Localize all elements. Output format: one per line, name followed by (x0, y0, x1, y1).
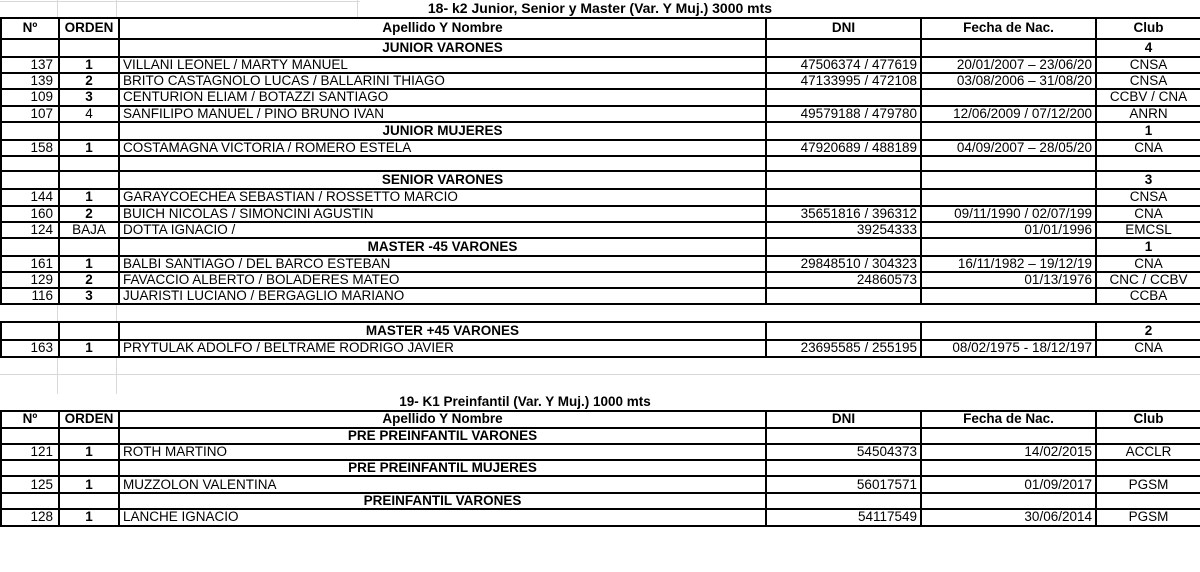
grid-gap (0, 358, 1200, 394)
cell-dni[interactable] (766, 39, 921, 57)
entry-row (1, 509, 1200, 526)
cell-club[interactable]: EMCSL (1096, 222, 1200, 238)
cell-fecha[interactable]: 14/02/2015 (921, 444, 1096, 461)
cell-fecha[interactable] (921, 460, 1096, 476)
col-header-name[interactable]: Apellido Y Nombre (119, 18, 766, 39)
cell-fecha[interactable]: 01/13/1976 (921, 272, 1096, 288)
cell-name[interactable]: SENIOR VARONES (119, 171, 766, 189)
cell-orden[interactable]: 2 (59, 73, 119, 89)
entry-row (1, 288, 1200, 304)
race-table-19 (0, 410, 1200, 527)
cell-fecha[interactable]: 30/06/2014 (921, 509, 1096, 526)
header-row (1, 411, 1200, 428)
cell-dni[interactable]: 29848510 / 304323 (766, 256, 921, 272)
section-row (1, 428, 1200, 444)
cell-num[interactable] (1, 428, 59, 444)
cell-dni[interactable] (766, 89, 921, 105)
cell-fecha[interactable] (921, 89, 1096, 105)
gridline (116, 0, 117, 17)
table1-title: 18- k2 Junior, Senior y Master (Var. Y Muj.) 3000 mts (427, 0, 773, 16)
cell-num[interactable]: 161 (1, 256, 59, 272)
cell-fecha[interactable] (921, 122, 1096, 140)
col-header-dni[interactable]: DNI (766, 411, 921, 428)
cell-orden[interactable]: 3 (59, 288, 119, 304)
race-table-18-segment-2 (0, 321, 1200, 357)
cell-dni[interactable] (766, 171, 921, 189)
cell-name[interactable]: PRE PREINFANTIL MUJERES (119, 460, 766, 476)
cell-club[interactable]: 4 (1096, 39, 1200, 57)
cell-orden[interactable]: 1 (59, 444, 119, 461)
cell-dni[interactable]: 49579188 / 479780 (766, 106, 921, 122)
cell-fecha[interactable]: 20/01/2007 – 23/06/20 (921, 57, 1096, 73)
col-header-name[interactable]: Apellido Y Nombre (119, 411, 766, 428)
cell-num[interactable]: 160 (1, 206, 59, 222)
cell-club[interactable]: CNSA (1096, 189, 1200, 205)
cell-dni[interactable] (766, 288, 921, 304)
grid-gap (0, 305, 1200, 321)
cell-num[interactable] (1, 122, 59, 140)
cell-name[interactable]: GARAYCOECHEA SEBASTIAN / ROSSETTO MARCIO (119, 189, 766, 205)
cell-dni[interactable]: 56017571 (766, 476, 921, 493)
cell-orden[interactable]: 1 (59, 256, 119, 272)
cell-dni[interactable]: 47506374 / 477619 (766, 57, 921, 73)
cell-name[interactable]: BRITO CASTAGNOLO LUCAS / BALLARINI THIAGO (119, 73, 766, 89)
col-header-orden[interactable]: ORDEN (59, 18, 119, 39)
cell-name[interactable]: MASTER +45 VARONES (119, 322, 766, 340)
cell-num[interactable] (1, 460, 59, 476)
cell-fecha[interactable]: 03/08/2006 – 31/08/20 (921, 73, 1096, 89)
cell-name[interactable] (119, 156, 766, 172)
col-header-fecha[interactable]: Fecha de Nac. (921, 411, 1096, 428)
cell-dni[interactable] (766, 493, 921, 509)
entry-row (1, 340, 1200, 356)
cell-num[interactable]: 144 (1, 189, 59, 205)
section-row (1, 322, 1200, 340)
col-header-num[interactable]: Nº (1, 411, 59, 428)
cell-orden[interactable]: 2 (59, 272, 119, 288)
cell-name[interactable]: ROTH MARTINO (119, 444, 766, 461)
gridline (57, 358, 58, 394)
cell-orden[interactable] (59, 493, 119, 509)
cell-name[interactable]: JUNIOR MUJERES (119, 122, 766, 140)
cell-orden[interactable]: 1 (59, 140, 119, 156)
cell-club[interactable]: CNC / CCBV (1096, 272, 1200, 288)
entry-row (1, 106, 1200, 122)
cell-name[interactable]: BALBI SANTIAGO / DEL BARCO ESTEBAN (119, 256, 766, 272)
cell-dni[interactable]: 47920689 / 488189 (766, 140, 921, 156)
cell-fecha[interactable] (921, 493, 1096, 509)
cell-dni[interactable] (766, 322, 921, 340)
cell-dni[interactable]: 39254333 (766, 222, 921, 238)
cell-orden[interactable]: 4 (59, 106, 119, 122)
entry-row (1, 272, 1200, 288)
cell-fecha[interactable] (921, 189, 1096, 205)
cell-name[interactable]: PRE PREINFANTIL VARONES (119, 428, 766, 444)
cell-fecha[interactable]: 08/02/1975 - 18/12/197 (921, 340, 1096, 356)
cell-club[interactable]: CNSA (1096, 73, 1200, 89)
table1-title-band (0, 0, 1200, 17)
section-row (1, 122, 1200, 140)
cell-fecha[interactable]: 01/09/2017 (921, 476, 1096, 493)
cell-club[interactable]: CNSA (1096, 57, 1200, 73)
cell-fecha[interactable]: 16/11/1982 – 19/12/19 (921, 256, 1096, 272)
cell-orden[interactable]: 1 (59, 340, 119, 356)
cell-num[interactable]: 129 (1, 272, 59, 288)
cell-club[interactable]: CCBV / CNA (1096, 89, 1200, 105)
section-row (1, 238, 1200, 256)
entry-row (1, 444, 1200, 461)
cell-club[interactable] (1096, 156, 1200, 172)
header-row (1, 18, 1200, 39)
cell-dni[interactable] (766, 122, 921, 140)
entry-row (1, 206, 1200, 222)
cell-club[interactable]: ACCLR (1096, 444, 1200, 461)
cell-num[interactable]: 109 (1, 89, 59, 105)
cell-orden[interactable] (59, 39, 119, 57)
cell-dni[interactable]: 54504373 (766, 444, 921, 461)
cell-dni[interactable] (766, 189, 921, 205)
cell-fecha[interactable]: 09/11/1990 / 02/07/199 (921, 206, 1096, 222)
cell-num[interactable]: 128 (1, 509, 59, 526)
cell-num[interactable] (1, 171, 59, 189)
cell-fecha[interactable]: 12/06/2009 / 07/12/200 (921, 106, 1096, 122)
cell-fecha[interactable] (921, 171, 1096, 189)
cell-orden[interactable]: 3 (59, 89, 119, 105)
cell-club[interactable] (1096, 428, 1200, 444)
cell-orden[interactable]: BAJA (59, 222, 119, 238)
cell-orden[interactable] (59, 460, 119, 476)
gridline (0, 374, 1200, 375)
cell-num[interactable]: 107 (1, 106, 59, 122)
cell-dni[interactable]: 47133995 / 472108 (766, 73, 921, 89)
cell-dni[interactable]: 24860573 (766, 272, 921, 288)
cell-num[interactable] (1, 156, 59, 172)
cell-dni[interactable] (766, 238, 921, 256)
cell-club[interactable]: 3 (1096, 171, 1200, 189)
entry-row (1, 73, 1200, 89)
cell-club[interactable]: CNA (1096, 206, 1200, 222)
section-row (1, 171, 1200, 189)
col-header-dni[interactable]: DNI (766, 18, 921, 39)
cell-club[interactable] (1096, 460, 1200, 476)
col-header-club[interactable]: Club (1096, 411, 1200, 428)
cell-name[interactable]: COSTAMAGNA VICTORIA / ROMERO ESTELA (119, 140, 766, 156)
cell-dni[interactable]: 54117549 (766, 509, 921, 526)
cell-num[interactable] (1, 493, 59, 509)
cell-name[interactable]: CENTURION ELIAM / BOTAZZI SANTIAGO (119, 89, 766, 105)
cell-club[interactable]: CNA (1096, 256, 1200, 272)
entry-row (1, 222, 1200, 238)
cell-club[interactable]: 1 (1096, 122, 1200, 140)
cell-num[interactable]: 158 (1, 140, 59, 156)
cell-orden[interactable]: 1 (59, 189, 119, 205)
cell-dni[interactable] (766, 428, 921, 444)
cell-name[interactable]: DOTTA IGNACIO / (119, 222, 766, 238)
cell-fecha[interactable] (921, 322, 1096, 340)
gridline (357, 0, 358, 17)
col-header-club[interactable]: Club (1096, 18, 1200, 39)
cell-fecha[interactable] (921, 428, 1096, 444)
col-header-num[interactable]: Nº (1, 18, 59, 39)
cell-club[interactable]: CNA (1096, 140, 1200, 156)
cell-dni[interactable] (766, 156, 921, 172)
cell-fecha[interactable] (921, 288, 1096, 304)
cell-fecha[interactable] (921, 156, 1096, 172)
cell-club[interactable] (1096, 493, 1200, 509)
cell-orden[interactable]: 1 (59, 57, 119, 73)
section-row (1, 493, 1200, 509)
cell-club[interactable]: 2 (1096, 322, 1200, 340)
cell-dni[interactable]: 35651816 / 396312 (766, 206, 921, 222)
cell-name[interactable]: VILLANI LEONEL / MARTY MANUEL (119, 57, 766, 73)
cell-num[interactable]: 116 (1, 288, 59, 304)
entry-row (1, 189, 1200, 205)
gridline (57, 305, 58, 321)
cell-club[interactable]: PGSM (1096, 509, 1200, 526)
cell-name[interactable]: LANCHE IGNACIO (119, 509, 766, 526)
cell-club[interactable]: CCBA (1096, 288, 1200, 304)
cell-num[interactable] (1, 238, 59, 256)
table2-title-band (0, 394, 1050, 410)
cell-num[interactable]: 137 (1, 57, 59, 73)
gridline (116, 358, 117, 394)
cell-name[interactable]: PRYTULAK ADOLFO / BELTRAME RODRIGO JAVIER (119, 340, 766, 356)
cell-num[interactable]: 125 (1, 476, 59, 493)
cell-orden[interactable] (59, 171, 119, 189)
cell-orden[interactable] (59, 156, 119, 172)
cell-orden[interactable]: 1 (59, 476, 119, 493)
entry-row (1, 140, 1200, 156)
cell-name[interactable]: PREINFANTIL VARONES (119, 493, 766, 509)
section-row (1, 460, 1200, 476)
cell-fecha[interactable]: 01/01/1996 (921, 222, 1096, 238)
entry-row (1, 256, 1200, 272)
cell-name[interactable]: SANFILIPO MANUEL / PINO BRUNO IVAN (119, 106, 766, 122)
cell-orden[interactable] (59, 238, 119, 256)
cell-fecha[interactable] (921, 238, 1096, 256)
section-row (1, 39, 1200, 57)
cell-num[interactable]: 139 (1, 73, 59, 89)
cell-orden[interactable] (59, 122, 119, 140)
cell-fecha[interactable]: 04/09/2007 – 28/05/20 (921, 140, 1096, 156)
cell-orden[interactable] (59, 428, 119, 444)
cell-num[interactable]: 124 (1, 222, 59, 238)
gridline (57, 0, 58, 17)
cell-name[interactable]: BUICH NICOLAS / SIMONCINI AGUSTIN (119, 206, 766, 222)
col-header-orden[interactable]: ORDEN (59, 411, 119, 428)
gridline (0, 1, 360, 2)
entry-row (1, 476, 1200, 493)
cell-name[interactable]: MASTER -45 VARONES (119, 238, 766, 256)
cell-name[interactable]: JUNIOR VARONES (119, 39, 766, 57)
cell-num[interactable]: 163 (1, 340, 59, 356)
cell-orden[interactable] (59, 322, 119, 340)
entry-row (1, 57, 1200, 73)
table2-title: 19- K1 Preinfantil (Var. Y Muj.) 1000 mts (399, 393, 651, 409)
blank-row (1, 156, 1200, 172)
gridline (116, 305, 117, 321)
cell-name[interactable]: MUZZOLON VALENTINA (119, 476, 766, 493)
cell-num[interactable]: 121 (1, 444, 59, 461)
cell-num[interactable] (1, 39, 59, 57)
race-table-18-segment-1 (0, 17, 1200, 305)
entry-row (1, 89, 1200, 105)
cell-orden[interactable]: 2 (59, 206, 119, 222)
col-header-fecha[interactable]: Fecha de Nac. (921, 18, 1096, 39)
cell-num[interactable] (1, 322, 59, 340)
cell-name[interactable]: FAVACCIO ALBERTO / BOLADERES MATEO (119, 272, 766, 288)
cell-club[interactable]: PGSM (1096, 476, 1200, 493)
cell-dni[interactable]: 23695585 / 255195 (766, 340, 921, 356)
cell-orden[interactable]: 1 (59, 509, 119, 526)
cell-club[interactable]: 1 (1096, 238, 1200, 256)
cell-fecha[interactable] (921, 39, 1096, 57)
cell-club[interactable]: CNA (1096, 340, 1200, 356)
cell-club[interactable]: ANRN (1096, 106, 1200, 122)
cell-dni[interactable] (766, 460, 921, 476)
cell-name[interactable]: JUARISTI LUCIANO / BERGAGLIO MARIANO (119, 288, 766, 304)
